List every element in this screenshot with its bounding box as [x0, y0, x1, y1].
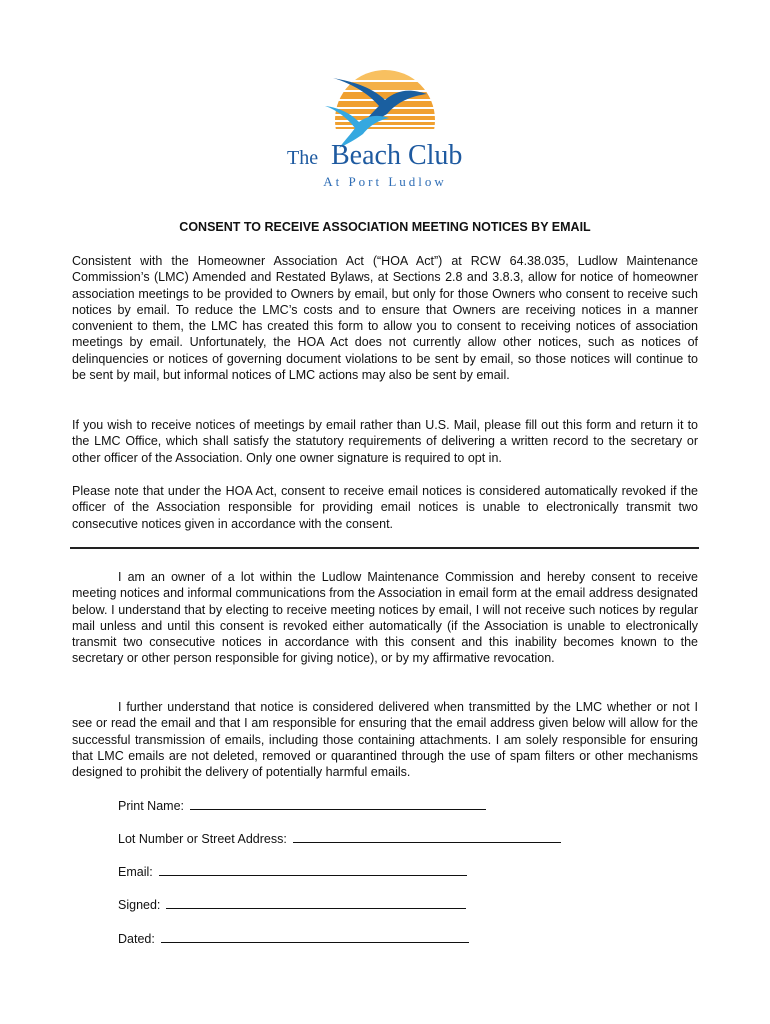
- email-field: [118, 863, 467, 880]
- sun-emblem: [325, 70, 445, 129]
- lot-address-line[interactable]: [293, 830, 561, 843]
- intro-paragraph: Consistent with the Homeowner Association Act (“HOA Act”) at RCW 64.38.035, Ludlow Maintenance Commission’s (LMC) Amended and Restated Bylaws, at Sections 2.8 and 3.8.3, allow for notice of homeowner association meetings to be provided to Owners by email, but only for those Owners who consent to receive such notices by email. To reduce the LMC’s costs and to ensure that Owners are receiving notices in a manner convenient to them, the LMC has created this form to allow you to consent to receiving notices of association meetings by email. Unfortunately, the HOA Act does not currently allow other notices, such as notices of delinquencies or notices of governing document violations to be sent by email, so those notices will continue to be sent by mail, but informal notices of LMC actions may also be sent by email.: [72, 254, 698, 383]
- beach-club-logo: [285, 70, 485, 195]
- section-divider: [70, 547, 699, 549]
- page-title: CONSENT TO RECEIVE ASSOCIATION MEETING NOTICES BY EMAIL: [179, 220, 591, 234]
- revocation-note-paragraph: Please note that under the HOA Act, consent to receive email notices is considered automatically revoked if the officer of the Association responsible for providing email notices is unable to electronically transmit two consecutive notices given in accordance with the consent.: [72, 484, 698, 531]
- logo-beach-club: Beach Club: [331, 140, 463, 171]
- print-name-label: Print Name:: [118, 799, 184, 813]
- dated-field: [118, 930, 469, 947]
- email-label: Email:: [118, 865, 153, 879]
- lot-address-field: [118, 830, 561, 847]
- instructions-paragraph: If you wish to receive notices of meetings by email rather than U.S. Mail, please fill out this form and return it to the LMC Office, which shall satisfy the statutory requirements of delivering a written record to the secretary or other officer of the Association. Only one owner signature is required to opt in.: [72, 418, 698, 465]
- logo-subtitle: At Port Ludlow: [323, 174, 447, 189]
- consent-paragraph: I am an owner of a lot within the Ludlow Maintenance Commission and hereby consent to receive meeting notices and informal communications from the Association in email form at the email address designated below. I understand that by electing to receive meeting notices by email, I will not receive such notices by regular mail unless and until this consent is revoked either automatically (if the Association is unable to electronically transmit two consecutive notices in accordance with this consent and this inability becomes known to the secretary or other person responsible for giving notice), or by my affirmative revocation.: [72, 570, 698, 666]
- print-name-line[interactable]: [190, 797, 486, 810]
- responsibility-paragraph: I further understand that notice is considered delivered when transmitted by the LMC whether or not I see or read the email and that I am responsible for ensuring that the email address given below will allow for the successful transmission of emails, including those containing attachments. I am solely responsible for ensuring that LMC emails are not deleted, removed or quarantined through the use of spam filters or other mechanisms designed to prohibit the delivery of potentially harmful emails.: [72, 700, 698, 780]
- signed-label: Signed:: [118, 898, 161, 912]
- print-name-field: [118, 797, 486, 814]
- dated-label: Dated:: [118, 932, 155, 946]
- date-line[interactable]: [161, 930, 469, 943]
- email-line[interactable]: [159, 863, 467, 876]
- signature-line[interactable]: [166, 896, 466, 909]
- lot-address-label: Lot Number or Street Address:: [118, 832, 287, 846]
- logo-the: The: [287, 147, 319, 169]
- signed-field: [118, 896, 466, 913]
